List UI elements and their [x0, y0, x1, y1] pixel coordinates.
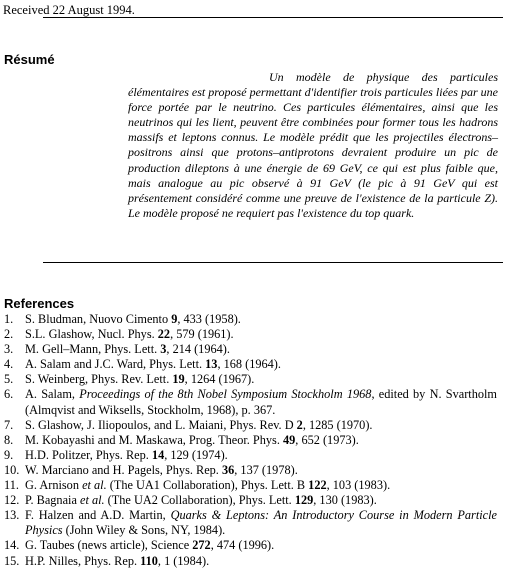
reference-fragment: , 579 (1961). — [170, 327, 234, 342]
reference-fragment: , 1285 (1970). — [302, 417, 373, 432]
reference-fragment: , 652 (1973). — [295, 432, 359, 447]
reference-number: 12. — [4, 493, 20, 508]
reference-fragment: , 129 (1974). — [164, 447, 228, 462]
resume-heading: Résumé — [4, 52, 55, 67]
reference-number: 8. — [4, 432, 14, 447]
reference-fragment: , 474 (1996). — [210, 538, 275, 553]
reference-fragment: , 433 (1958). — [177, 312, 241, 326]
reference-item — [0, 508, 497, 538]
reference-item — [0, 372, 497, 387]
reference-fragment: F. Halzen and A.D. Martin, — [25, 508, 171, 523]
reference-fragment: , 214 (1964). — [166, 342, 230, 357]
reference-fragment: (The UA1 Collaboration), Phys. Lett. B — [106, 478, 309, 493]
reference-item — [0, 554, 497, 569]
reference-number: 15. — [4, 553, 20, 568]
reference-fragment: M. Gell–Mann, Phys. Lett. — [25, 342, 161, 357]
reference-text — [25, 342, 230, 356]
reference-text — [25, 433, 359, 447]
reference-text — [25, 493, 377, 507]
reference-fragment: et al. — [80, 493, 105, 508]
reference-fragment: , edited by N. Svartholm (Almqvist and Wiksells, Stockholm, 1968), p. 367. — [25, 387, 497, 417]
reference-text — [25, 463, 298, 477]
reference-fragment: 14 — [151, 447, 165, 462]
reference-fragment: , 137 (1978). — [234, 462, 298, 477]
reference-fragment: , 168 (1964). — [217, 357, 281, 372]
reference-fragment: 110 — [140, 553, 158, 568]
reference-item — [0, 387, 497, 417]
reference-item — [0, 448, 497, 463]
reference-text — [25, 418, 373, 432]
reference-number: 9. — [4, 447, 14, 462]
reference-fragment: P. Bagnaia — [25, 493, 80, 508]
reference-fragment: 9 — [171, 312, 178, 326]
received-date: Received 22 August 1994. — [3, 3, 135, 17]
reference-fragment: H.D. Politzer, Phys. Rep. — [25, 447, 152, 462]
reference-fragment: 49 — [283, 432, 296, 447]
reference-item — [0, 342, 497, 357]
reference-fragment: 2 — [296, 417, 303, 432]
reference-fragment: , 1264 (1967). — [184, 372, 255, 387]
reference-item — [0, 418, 497, 433]
reference-number: 11. — [4, 478, 19, 493]
reference-fragment: Proceedings of the 8th Nobel Symposium Stockholm 1968 — [79, 387, 372, 402]
reference-number: 1. — [4, 312, 14, 326]
reference-fragment: 129 — [294, 493, 314, 508]
reference-fragment: 122 — [308, 478, 327, 493]
reference-text — [25, 538, 274, 552]
reference-fragment: 36 — [221, 462, 235, 477]
reference-number: 13. — [4, 508, 20, 523]
reference-text — [25, 312, 241, 326]
reference-item — [0, 463, 497, 478]
reference-number: 5. — [4, 372, 14, 387]
reference-list — [0, 312, 509, 569]
reference-fragment: , 1 (1984). — [157, 553, 210, 568]
reference-fragment: S. Weinberg, Phys. Rev. Lett. — [25, 372, 173, 387]
reference-fragment: 272 — [192, 538, 211, 553]
reference-item — [0, 538, 497, 553]
reference-item — [0, 327, 497, 342]
reference-number: 7. — [4, 417, 14, 432]
reference-fragment: , 130 (1983). — [313, 493, 377, 508]
reference-fragment: G. Arnison — [25, 478, 83, 493]
reference-text — [25, 357, 281, 371]
reference-number: 3. — [4, 342, 14, 357]
reference-text — [25, 387, 497, 416]
reference-fragment: S.L. Glashow, Nucl. Phys. — [25, 327, 158, 342]
reference-number: 10. — [4, 462, 20, 477]
references-heading: References — [4, 296, 75, 311]
reference-text — [25, 372, 254, 386]
reference-number: 2. — [4, 327, 14, 342]
reference-item — [0, 478, 497, 493]
reference-fragment: 19 — [172, 372, 185, 387]
reference-item — [0, 433, 497, 448]
reference-fragment: S. Bludman, Nuovo Cimento — [25, 312, 172, 326]
reference-fragment: et al. — [82, 478, 107, 493]
reference-fragment: H.P. Nilles, Phys. Rep. — [25, 553, 141, 568]
abstract-divider — [43, 262, 503, 263]
reference-fragment: A. Salam and J.C. Ward, Phys. Lett. — [25, 357, 206, 372]
reference-item — [0, 357, 497, 372]
reference-text — [25, 508, 497, 537]
top-divider — [43, 17, 503, 18]
reference-fragment: Quarks & Leptons: An Introductory Course in Modern Particle Physics — [25, 508, 497, 538]
reference-fragment: G. Taubes (news article), Science — [25, 538, 193, 553]
reference-fragment: W. Marciano and H. Pagels, Phys. Rep. — [25, 462, 222, 477]
reference-fragment: 13 — [205, 357, 218, 372]
reference-text — [25, 327, 234, 341]
reference-text — [25, 448, 228, 462]
reference-fragment: , 103 (1983). — [326, 478, 391, 493]
reference-number: 6. — [4, 387, 14, 402]
reference-text — [25, 478, 390, 492]
reference-fragment: 22 — [157, 327, 171, 342]
reference-item — [0, 312, 497, 327]
reference-fragment: (The UA2 Collaboration), Phys. Lett. — [104, 493, 295, 508]
reference-fragment: (John Wiley & Sons, NY, 1984). — [62, 523, 226, 538]
reference-number: 14. — [4, 538, 20, 553]
reference-fragment: 3 — [160, 342, 167, 357]
reference-fragment: S. Glashow, J. Iliopoulos, and L. Maiani, Phys. Rev. D — [25, 417, 297, 432]
reference-number: 4. — [4, 357, 14, 372]
resume-abstract: Un modèle de physique des particules élémentaires est proposé permettant d'identifier trois particules liées par une force portée par le neutrino. Ces particules élémentaires, ainsi que les neutrinos qui les lient, peuvent être combinées pour former tous les hadrons massifs et leptons connus. Le modèle prédit que les projectiles électrons–positrons ainsi que protons–antiprotons devraient produire un pic de production dileptons à une énergie de 69 GeV, ce qui est plus faible que, mais analogue au pic observé à 91 GeV (le pic à 91 GeV qui est présentement considéré comme une preuve de l'existence de la particule Z). Le modèle proposé ne requiert pas l'existence du top quark. — [128, 70, 498, 220]
reference-item — [0, 493, 497, 508]
reference-fragment: M. Kobayashi and M. Maskawa, Prog. Theor. Phys. — [25, 432, 283, 447]
reference-text — [25, 554, 209, 568]
reference-fragment: A. Salam, — [25, 387, 80, 402]
